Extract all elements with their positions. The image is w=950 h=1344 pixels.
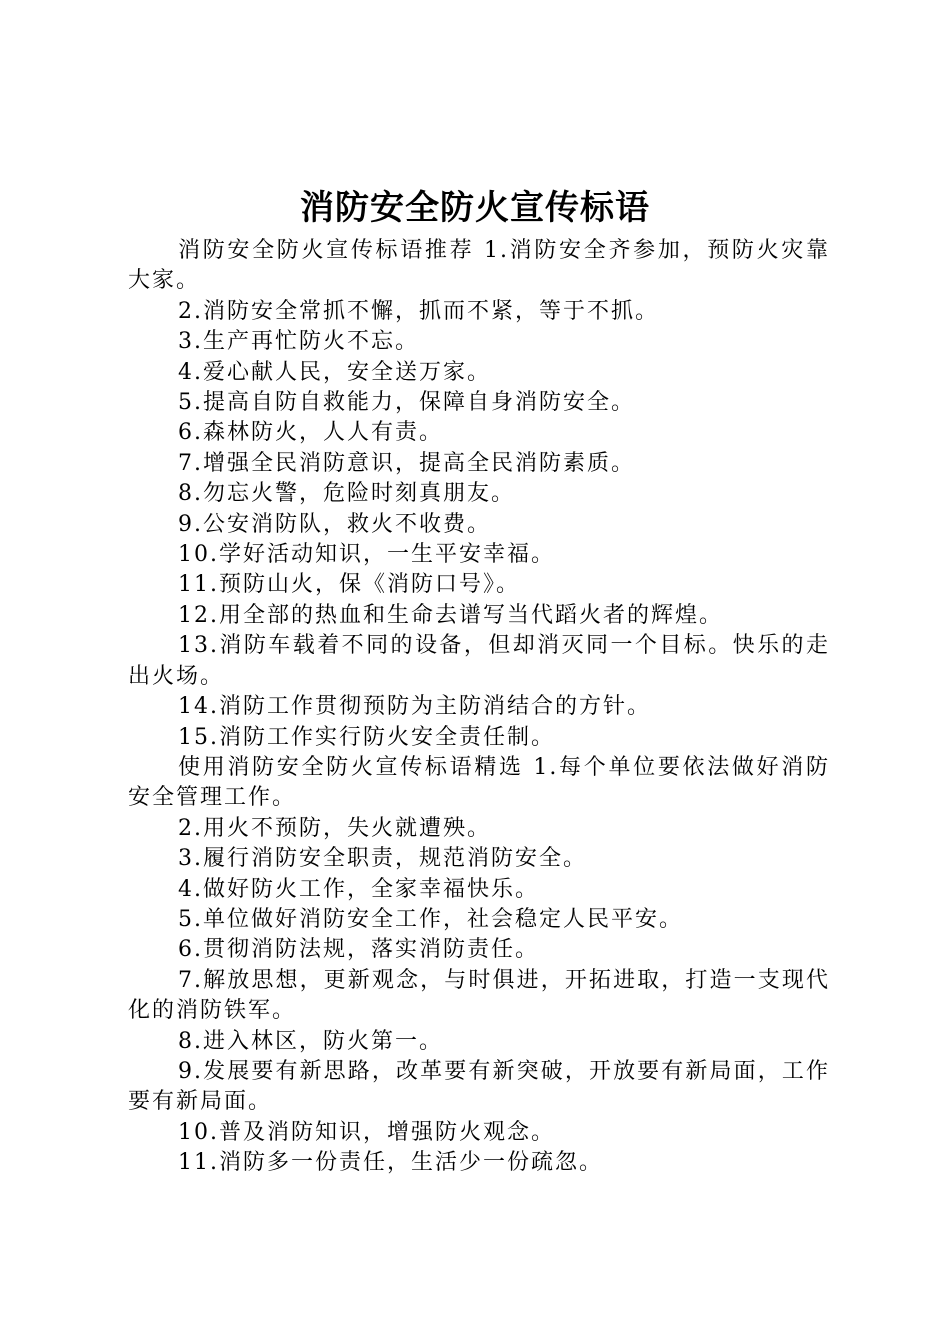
paragraph: 8.进入林区，防火第一。 [178,1028,443,1054]
paragraph: 5.提高自防自救能力，保障自身消防安全。 [178,390,635,416]
document-body [128,236,830,1179]
paragraph: 消防安全防火宣传标语推荐 1.消防安全齐参加，预防火灾靠大家。 [128,238,830,294]
paragraph: 14.消防工作贯彻预防为主防消结合的方针。 [178,694,651,720]
paragraph: 2.用火不预防，失火就遭殃。 [178,815,491,841]
paragraph: 3.生产再忙防火不忘。 [178,329,419,355]
paragraph: 8.勿忘火警，危险时刻真朋友。 [178,481,515,507]
paragraph: 4.做好防火工作，全家幸福快乐。 [178,876,539,902]
paragraph: 11.预防山火，保《消防口号》。 [178,572,520,598]
paragraph: 9.发展要有新思路，改革要有新突破，开放要有新局面，工作要有新局面。 [128,1058,830,1115]
paragraph: 15.消防工作实行防火安全责任制。 [178,724,555,750]
paragraph: 13.消防车载着不同的设备，但却消灭同一个目标。快乐的走出火场。 [128,633,830,689]
paragraph: 3.履行消防安全职责，规范消防安全。 [178,846,587,872]
paragraph: 10.普及消防知识，增强防火观念。 [178,1119,555,1145]
paragraph: 7.解放思想，更新观念，与时俱进，开拓进取，打造一支现代化的消防铁军。 [128,967,830,1024]
document-title: 消防安全防火宣传标语 [300,188,650,228]
paragraph: 2.消防安全常抓不懈，抓而不紧，等于不抓。 [178,298,659,324]
paragraph: 7.增强全民消防意识，提高全民消防素质。 [178,450,635,476]
paragraph: 10.学好活动知识，一生平安幸福。 [178,542,555,568]
paragraph: 12.用全部的热血和生命去谱写当代蹈火者的辉煌。 [178,602,723,628]
paragraph: 11.消防多一份责任，生活少一份疏忽。 [178,1150,603,1176]
paragraph: 6.森林防火，人人有责。 [178,420,443,446]
paragraph: 5.单位做好消防安全工作，社会稳定人民平安。 [178,906,683,932]
paragraph: 4.爱心献人民，安全送万家。 [178,359,491,385]
paragraph: 6.贯彻消防法规，落实消防责任。 [178,937,539,963]
paragraph: 9.公安消防队，救火不收费。 [178,511,491,537]
paragraph: 使用消防安全防火宣传标语精选 1.每个单位要依法做好消防安全管理工作。 [128,754,830,811]
